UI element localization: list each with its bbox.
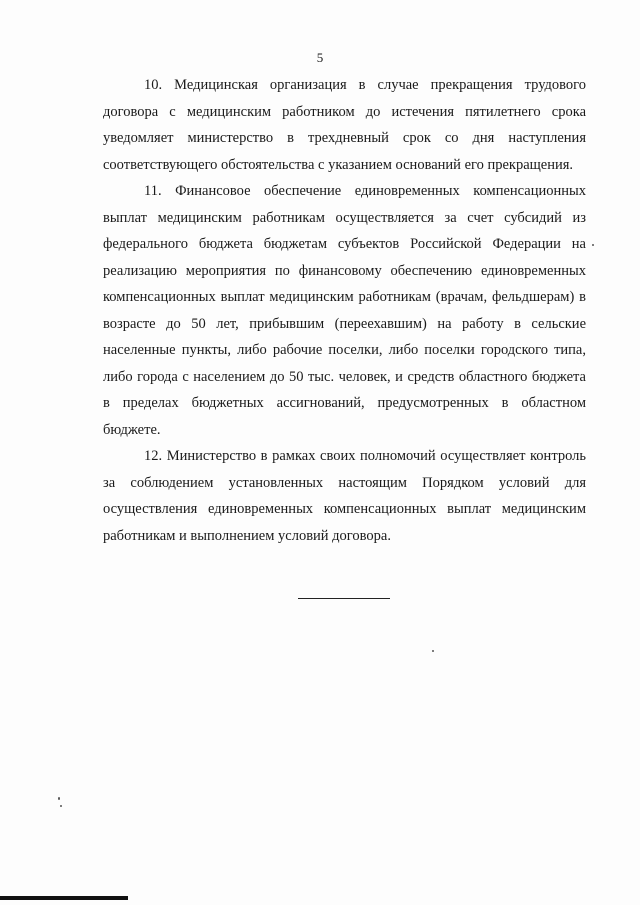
scan-speck <box>58 797 60 800</box>
scan-speck <box>592 244 594 246</box>
text-line: компенсационных выплат медицинским работникам (врачам, фельдшерам) в <box>103 289 586 305</box>
paragraph-11 <box>103 178 586 443</box>
text-line: уведомляет министерство в трехдневный срок со дня наступления <box>103 130 586 146</box>
text-line: 11. Финансовое обеспечение единовременных компенсационных <box>144 183 586 199</box>
text-line: либо города с населением до 50 тыс. человек, и средств областного бюджета <box>103 368 586 385</box>
scan-speck <box>60 805 62 807</box>
text-line: федерального бюджета бюджетам субъектов Российской Федерации на <box>103 236 586 252</box>
text-line: населенные пункты, либо рабочие поселки, либо поселки городского типа, <box>103 342 586 358</box>
page-number: 5 <box>316 50 324 65</box>
text-line: возрасте до 50 лет, прибывшим (переехавшим) на работу в сельские <box>103 315 586 332</box>
text-line: соответствующего обстоятельства с указанием оснований его прекращения. <box>103 156 574 173</box>
paragraph-12 <box>103 443 586 549</box>
closing-separator-line <box>298 598 390 599</box>
document-body <box>103 72 586 549</box>
text-line: за соблюдением установленных настоящим Порядком условий для <box>103 474 586 491</box>
text-line: работникам и выполнением условий договора. <box>103 527 391 544</box>
text-line: 10. Медицинская организация в случае прекращения трудового <box>144 77 586 93</box>
text-line: в пределах бюджетных ассигнований, предусмотренных в областном <box>103 395 586 411</box>
text-line: 12. Министерство в рамках своих полномочий осуществляет контроль <box>144 448 586 464</box>
text-line: бюджете. <box>103 421 161 438</box>
text-line: выплат медицинским работникам осуществляется за счет субсидий из <box>103 209 586 226</box>
scan-edge-mark <box>0 896 128 900</box>
text-line: договора с медицинским работником до истечения пятилетнего срока <box>103 103 586 120</box>
paragraph-10 <box>103 72 586 178</box>
text-line: осуществления единовременных компенсационных выплат медицинским <box>103 501 586 517</box>
scan-speck <box>432 650 434 652</box>
text-line: реализацию мероприятия по финансовому обеспечению единовременных <box>103 262 586 279</box>
